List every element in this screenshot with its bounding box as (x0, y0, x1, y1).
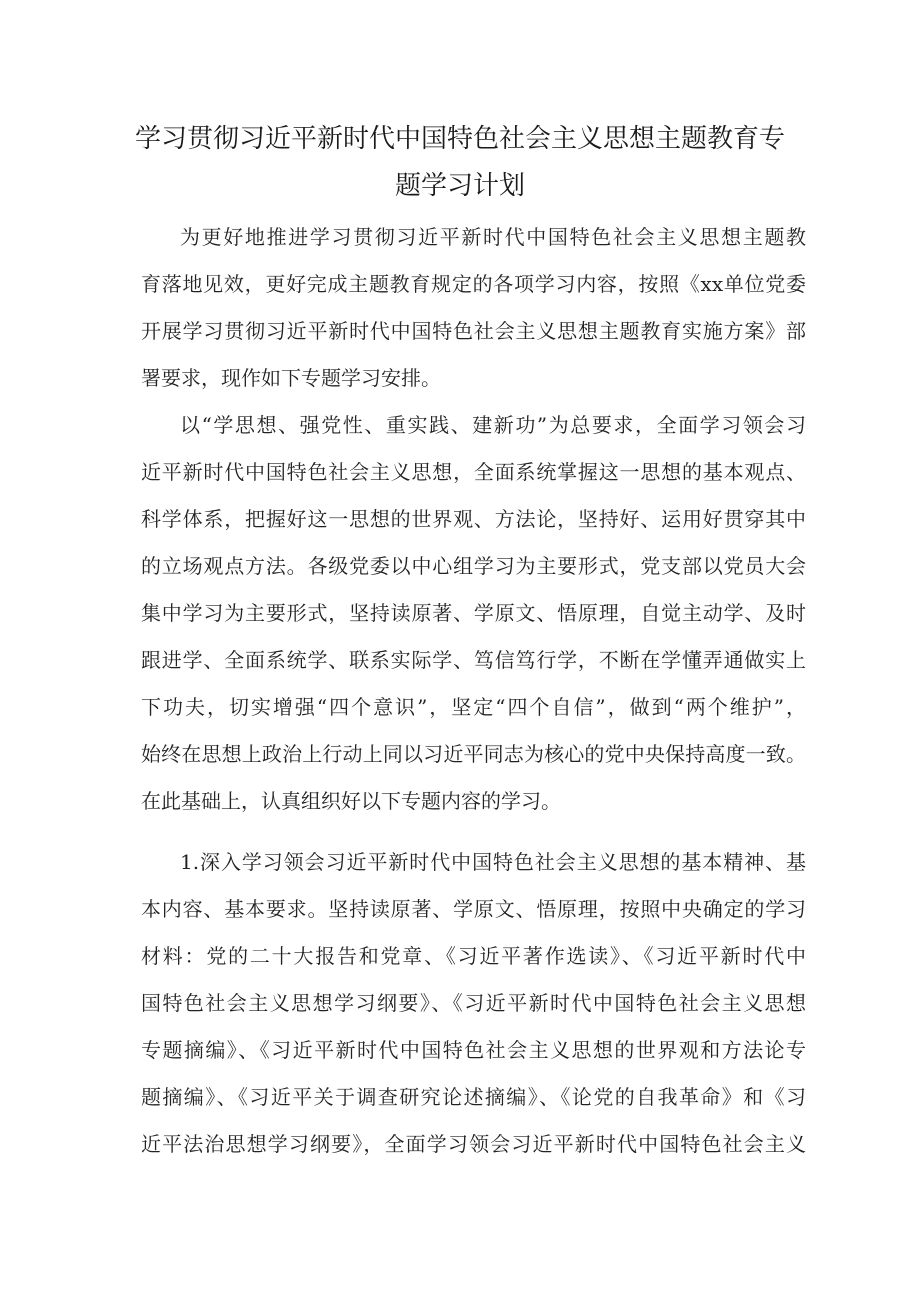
paragraph-3-line-2: 本内容、基本要求。坚持读原著、学原文、悟原理，按照中央确定的学习 (141, 897, 806, 921)
paragraph-1-line-1: 为更好地推进学习贯彻习近平新时代中国特色社会主义思想主题教 (180, 225, 806, 249)
paragraph-2-line-9: 在此基础上，认真组织好以下专题内容的学习。 (141, 789, 561, 813)
paragraph-2-line-4: 的立场观点方法。各级党委以中心组学习为主要形式，党支部以党员大会 (141, 554, 806, 578)
paragraph-1-line-3: 开展学习贯彻习近平新时代中国特色社会主义思想主题教育实施方案》部 (141, 319, 806, 343)
document-title-line-1: 学习贯彻习近平新时代中国特色社会主义思想主题教育专 (134, 124, 785, 154)
paragraph-3-line-7: 近平法治思想学习纲要》，全面学习领会习近平新时代中国特色社会主义 (141, 1132, 806, 1156)
paragraph-3-line-4: 国特色社会主义思想学习纲要》、《习近平新时代中国特色社会主义思想 (141, 991, 806, 1015)
document-title-line-2: 题学习计划 (394, 171, 525, 201)
paragraph-3-line-5: 专题摘编》、《习近平新时代中国特色社会主义思想的世界观和方法论专 (141, 1038, 806, 1062)
paragraph-2-line-8: 始终在思想上政治上行动上同以习近平同志为核心的党中央保持高度一致。 (141, 742, 806, 766)
paragraph-2-line-6: 跟进学、全面系统学、联系实际学、笃信笃行学，不断在学懂弄通做实上 (141, 648, 806, 672)
paragraph-2-line-2: 近平新时代中国特色社会主义思想，全面系统掌握这一思想的基本观点、 (141, 460, 806, 484)
paragraph-2-line-3: 科学体系，把握好这一思想的世界观、方法论，坚持好、运用好贯穿其中 (141, 507, 806, 531)
paragraph-1-line-2: 育落地见效，更好完成主题教育规定的各项学习内容，按照《xx单位党委 (141, 272, 806, 296)
paragraph-3-line-6: 题摘编》、《习近平关于调查研究论述摘编》、《论党的自我革命》和《习 (141, 1085, 806, 1109)
paragraph-2-line-5: 集中学习为主要形式，坚持读原著、学原文、悟原理，自觉主动学、及时 (141, 601, 806, 625)
paragraph-1-line-4: 署要求，现作如下专题学习安排。 (141, 366, 441, 390)
paragraph-3-line-1: 1.深入学习领会习近平新时代中国特色社会主义思想的基本精神、基 (180, 850, 806, 874)
paragraph-2-line-7: 下功夫，切实增强“四个意识”，坚定“四个自信”，做到“两个维护”， (141, 695, 806, 719)
paragraph-2-line-1: 以“学思想、强党性、重实践、建新功”为总要求，全面学习领会习 (180, 413, 806, 437)
paragraph-3-line-3: 材料：党的二十大报告和党章、《习近平著作选读》、《习近平新时代中 (141, 944, 806, 968)
